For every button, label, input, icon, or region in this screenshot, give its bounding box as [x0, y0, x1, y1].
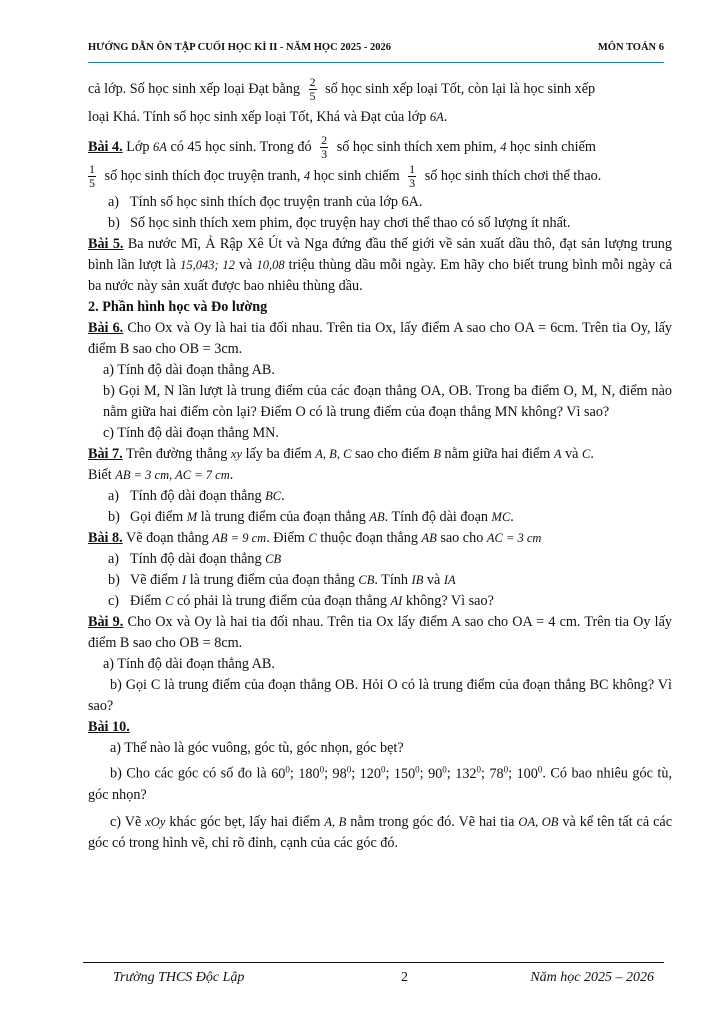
document-body: [88, 70, 672, 854]
exercise-7: [88, 444, 672, 465]
degree-mark: 0: [380, 764, 386, 774]
degree-mark: 0: [346, 764, 352, 774]
denominator: 5: [89, 176, 95, 190]
text: là trung điểm của đoạn thẳng: [200, 509, 366, 525]
item-text: Tính số học sinh thích đọc truyện tranh của lớp 6A.: [130, 194, 423, 210]
text: Trên đường thẳng: [125, 446, 228, 462]
exercise-4-b: [88, 213, 672, 234]
exercise-7-given: [88, 465, 672, 486]
exercise-6-b: b) Gọi M, N lần lượt là trung điểm của các đoạn thẳng OA, OB. Trong ba điểm O, M, N, điểm nào nằm giữa hai điểm còn lại? Điểm O có là trung điểm của đoạn thẳng MN không? Vì sao?: [103, 383, 672, 420]
degree-mark: 0: [415, 764, 420, 774]
text: triệu thùng dầu mỗi ngày. Em hãy cho biết trung bình mỗi ngày cả ba nước này sản xuất được bao nhiêu thùng dầu.: [88, 257, 673, 294]
section-heading: 2. Phần hình học và Đo lường: [88, 299, 268, 315]
text: khác góc bẹt, lấy hai điểm: [169, 813, 321, 830]
text: Cho Ox và Oy là hai tia đối nhau. Trên tia Ox lấy điểm A sao cho OA = 4 cm. Trên tia Oy lấy điểm B sao cho OB = 8cm.: [88, 614, 673, 651]
page-number: 2: [401, 970, 408, 985]
degree-mark: 0: [285, 764, 290, 774]
denominator: 5: [309, 89, 316, 103]
exercise-4-a: [88, 192, 672, 213]
degree-mark: 0: [319, 764, 325, 774]
math: BC: [265, 489, 282, 503]
angle-value: $90^0$: [428, 764, 447, 782]
text: Tính độ dài đoạn thẳng: [130, 488, 262, 504]
exercise-6-a: a) Tính độ dài đoạn thẳng AB.: [103, 362, 275, 378]
numerator: 1: [89, 162, 95, 176]
item-marker: c): [108, 593, 120, 609]
text: .: [229, 467, 234, 483]
math: CB: [358, 573, 375, 587]
text: và kể tên tất cả các góc có trong hình vẽ, chỉ rõ đỉnh, cạnh của các góc đó.: [88, 813, 673, 851]
exercise-8-a: [88, 549, 672, 570]
exercise-10-c: [88, 812, 672, 854]
text: Tính độ dài đoạn thẳng: [130, 551, 262, 567]
exercise-8-b: [88, 570, 672, 591]
page-header: [88, 42, 664, 60]
text: b) Gọi C là trung điểm của đoạn thẳng OB. Hỏi O có là trung điểm của đoạn thẳng BC không? Vì sao?: [88, 677, 672, 714]
math: 4: [500, 139, 507, 154]
item-marker: a): [108, 194, 120, 210]
degree-mark: 0: [503, 764, 509, 774]
exercise-7-b: [88, 507, 672, 528]
exercise-9-b: [88, 675, 672, 717]
text: Điểm: [130, 593, 162, 609]
math: I: [182, 573, 187, 587]
numerator: 2: [309, 75, 316, 89]
item-marker: a): [108, 551, 120, 567]
fraction: [320, 134, 328, 161]
angle-value: $150^0$: [393, 764, 420, 782]
exercise-4-cont: [88, 163, 672, 190]
item-marker: b): [108, 509, 120, 525]
text: nằm trong góc đó. Vẽ hai tia: [350, 813, 515, 830]
text: b) Cho các góc có số đo là: [110, 765, 267, 782]
math: AI: [390, 594, 403, 608]
math: IB: [411, 573, 424, 587]
exercise-label: Bài 7.: [88, 446, 123, 462]
angle-value: $180^0$: [298, 764, 325, 782]
text: và: [565, 446, 579, 462]
math: A, B: [324, 814, 347, 829]
denominator: 3: [409, 176, 416, 190]
exercise-10-b: [88, 759, 672, 806]
fraction: [408, 163, 416, 190]
math: xOy: [145, 814, 166, 829]
exercise-label: Bài 4.: [88, 138, 123, 155]
text: c) Vẽ: [110, 813, 142, 830]
numerator: 1: [409, 162, 416, 176]
math: xy: [230, 447, 243, 461]
exercise-label: Bài 8.: [88, 530, 123, 546]
text: loại Khá. Tính số học sinh xếp loại Tốt, Khá và Đạt của lớp: [88, 109, 427, 125]
text: Gọi điểm: [130, 509, 184, 525]
text: và: [426, 572, 441, 588]
text: .: [590, 446, 594, 462]
math: AB: [369, 510, 385, 524]
angle-value: $120^0$: [359, 764, 386, 782]
degree-mark: 0: [442, 764, 447, 774]
fraction: [309, 76, 317, 103]
numerator: 2: [321, 133, 328, 147]
math: C: [165, 594, 174, 608]
text: Cho Ox và Oy là hai tia đối nhau. Trên tia Ox, lấy điểm A sao cho OA = 6cm. Trên tia Oy, lấy điểm B sao cho OB = 3cm.: [88, 320, 673, 357]
footer-divider: [83, 962, 664, 963]
math: CB: [265, 552, 282, 566]
text: số học sinh thích đọc truyện tranh,: [104, 167, 301, 184]
math: C: [582, 447, 591, 461]
math: OA, OB: [518, 814, 559, 829]
text: sao cho điểm: [354, 446, 430, 462]
exercise-6-c: c) Tính độ dài đoạn thẳng MN.: [103, 425, 279, 441]
exercise-label: Bài 6.: [88, 320, 124, 336]
fraction: [88, 163, 96, 190]
text: cả lớp. Số học sinh xếp loại Đạt bằng: [88, 80, 300, 97]
exercise-5: [88, 234, 672, 297]
footer-year: Năm học 2025 – 2026: [530, 970, 654, 985]
text: số học sinh thích chơi thể thao.: [424, 167, 602, 184]
text: Vẽ đoạn thẳng: [125, 530, 209, 546]
text: có phải là trung điểm của đoạn thẳng: [176, 593, 387, 609]
item-marker: a): [108, 488, 120, 504]
text: có 45 học sinh. Trong đó: [170, 138, 312, 155]
text: .: [510, 509, 514, 525]
page-footer: [113, 970, 654, 990]
angle-value: $100^0$: [516, 764, 543, 782]
text: số học sinh thích xem phim,: [336, 138, 497, 155]
math: AC = 3 cm: [486, 531, 542, 545]
degree-mark: 0: [476, 764, 482, 774]
exercise-4: [88, 134, 672, 161]
math: 6A: [153, 139, 167, 154]
continued-paragraph: [88, 76, 672, 103]
text: Biết: [88, 467, 112, 483]
math: M: [186, 510, 198, 524]
angle-list: $60^0$; $180^0$; $98^0$; $120^0$; $150^0$; $90^0$; $132^0$; $78^0$; $100^0$.: [271, 764, 546, 782]
exercise-8-c: [88, 591, 672, 612]
angle-value: $132^0$: [455, 764, 482, 782]
math: C: [308, 531, 317, 545]
text: nằm giữa hai điểm: [444, 446, 551, 462]
text: thuộc đoạn thẳng: [320, 530, 418, 546]
text: là trung điểm của đoạn thẳng: [189, 572, 355, 588]
exercise-6: [88, 318, 672, 360]
exercise-8: [88, 528, 672, 549]
math: AB = 9 cm: [212, 531, 267, 545]
text: số học sinh xếp loại Tốt, còn lại là học sinh xếp: [325, 80, 596, 97]
exercise-9: [88, 612, 672, 654]
exercise-label: Bài 10.: [88, 719, 130, 735]
math: 15,043; 12: [180, 258, 235, 272]
exercise-9-a: a) Tính độ dài đoạn thẳng AB.: [103, 656, 275, 672]
math: A: [553, 447, 562, 461]
math: A, B, C: [315, 447, 352, 461]
math: 4: [303, 168, 311, 183]
text: .: [281, 488, 285, 504]
angle-value: $60^0$: [271, 764, 290, 782]
text: sao cho: [440, 530, 484, 546]
text: lấy ba điểm: [245, 446, 312, 462]
math: 6A: [429, 110, 444, 124]
exercise-7-a: [88, 486, 672, 507]
continued-paragraph-line2: [88, 107, 672, 128]
text: . Tính độ dài đoạn: [384, 509, 488, 525]
text: học sinh chiếm: [313, 167, 400, 184]
angle-value: $78^0$: [489, 764, 509, 782]
item-marker: b): [108, 572, 120, 588]
text: Lớp: [126, 138, 150, 155]
text: và: [238, 257, 253, 273]
text: Vẽ điểm: [130, 572, 179, 588]
footer-school: Trường THCS Độc Lập: [113, 970, 245, 985]
math: AB = 3 cm, AC = 7 cm: [115, 468, 230, 482]
item-marker: b): [108, 215, 120, 231]
text: Ba nước Mĩ, Ả Rập Xê Út và Nga đứng đầu thế giới về sản xuất dầu thô, đạt sản lượng trung bình lần lượt là: [88, 236, 672, 273]
denominator: 3: [321, 147, 328, 161]
text: Có bao nhiêu góc tù, góc nhọn?: [88, 765, 672, 803]
degree-mark: 0: [537, 764, 543, 774]
math: IA: [443, 573, 456, 587]
exercise-label: Bài 5.: [88, 236, 124, 252]
item-text: Số học sinh thích xem phim, đọc truyện hay chơi thể thao có số lượng ít nhất.: [130, 215, 571, 231]
exercise-label: Bài 9.: [88, 614, 124, 630]
header-divider: [88, 62, 664, 63]
math: B: [433, 447, 441, 461]
text: . Điểm: [266, 530, 305, 546]
text: học sinh chiếm: [510, 138, 596, 155]
header-title: HƯỚNG DẪN ÔN TẬP CUỐI HỌC KÌ II - NĂM HỌC 2025 - 2026: [88, 42, 392, 53]
text: .: [443, 109, 448, 125]
exercise-10-a: a) Thế nào là góc vuông, góc tù, góc nhọn, góc bẹt?: [110, 740, 404, 756]
math: MC: [491, 510, 511, 524]
angle-value: $98^0$: [332, 764, 352, 782]
header-subject: MÔN TOÁN 6: [597, 42, 664, 53]
math: AB: [421, 531, 437, 545]
text: . Tính: [374, 572, 408, 588]
math: 10,08: [256, 258, 285, 272]
exercise-10: [88, 717, 672, 738]
text: không? Vì sao?: [405, 593, 494, 609]
